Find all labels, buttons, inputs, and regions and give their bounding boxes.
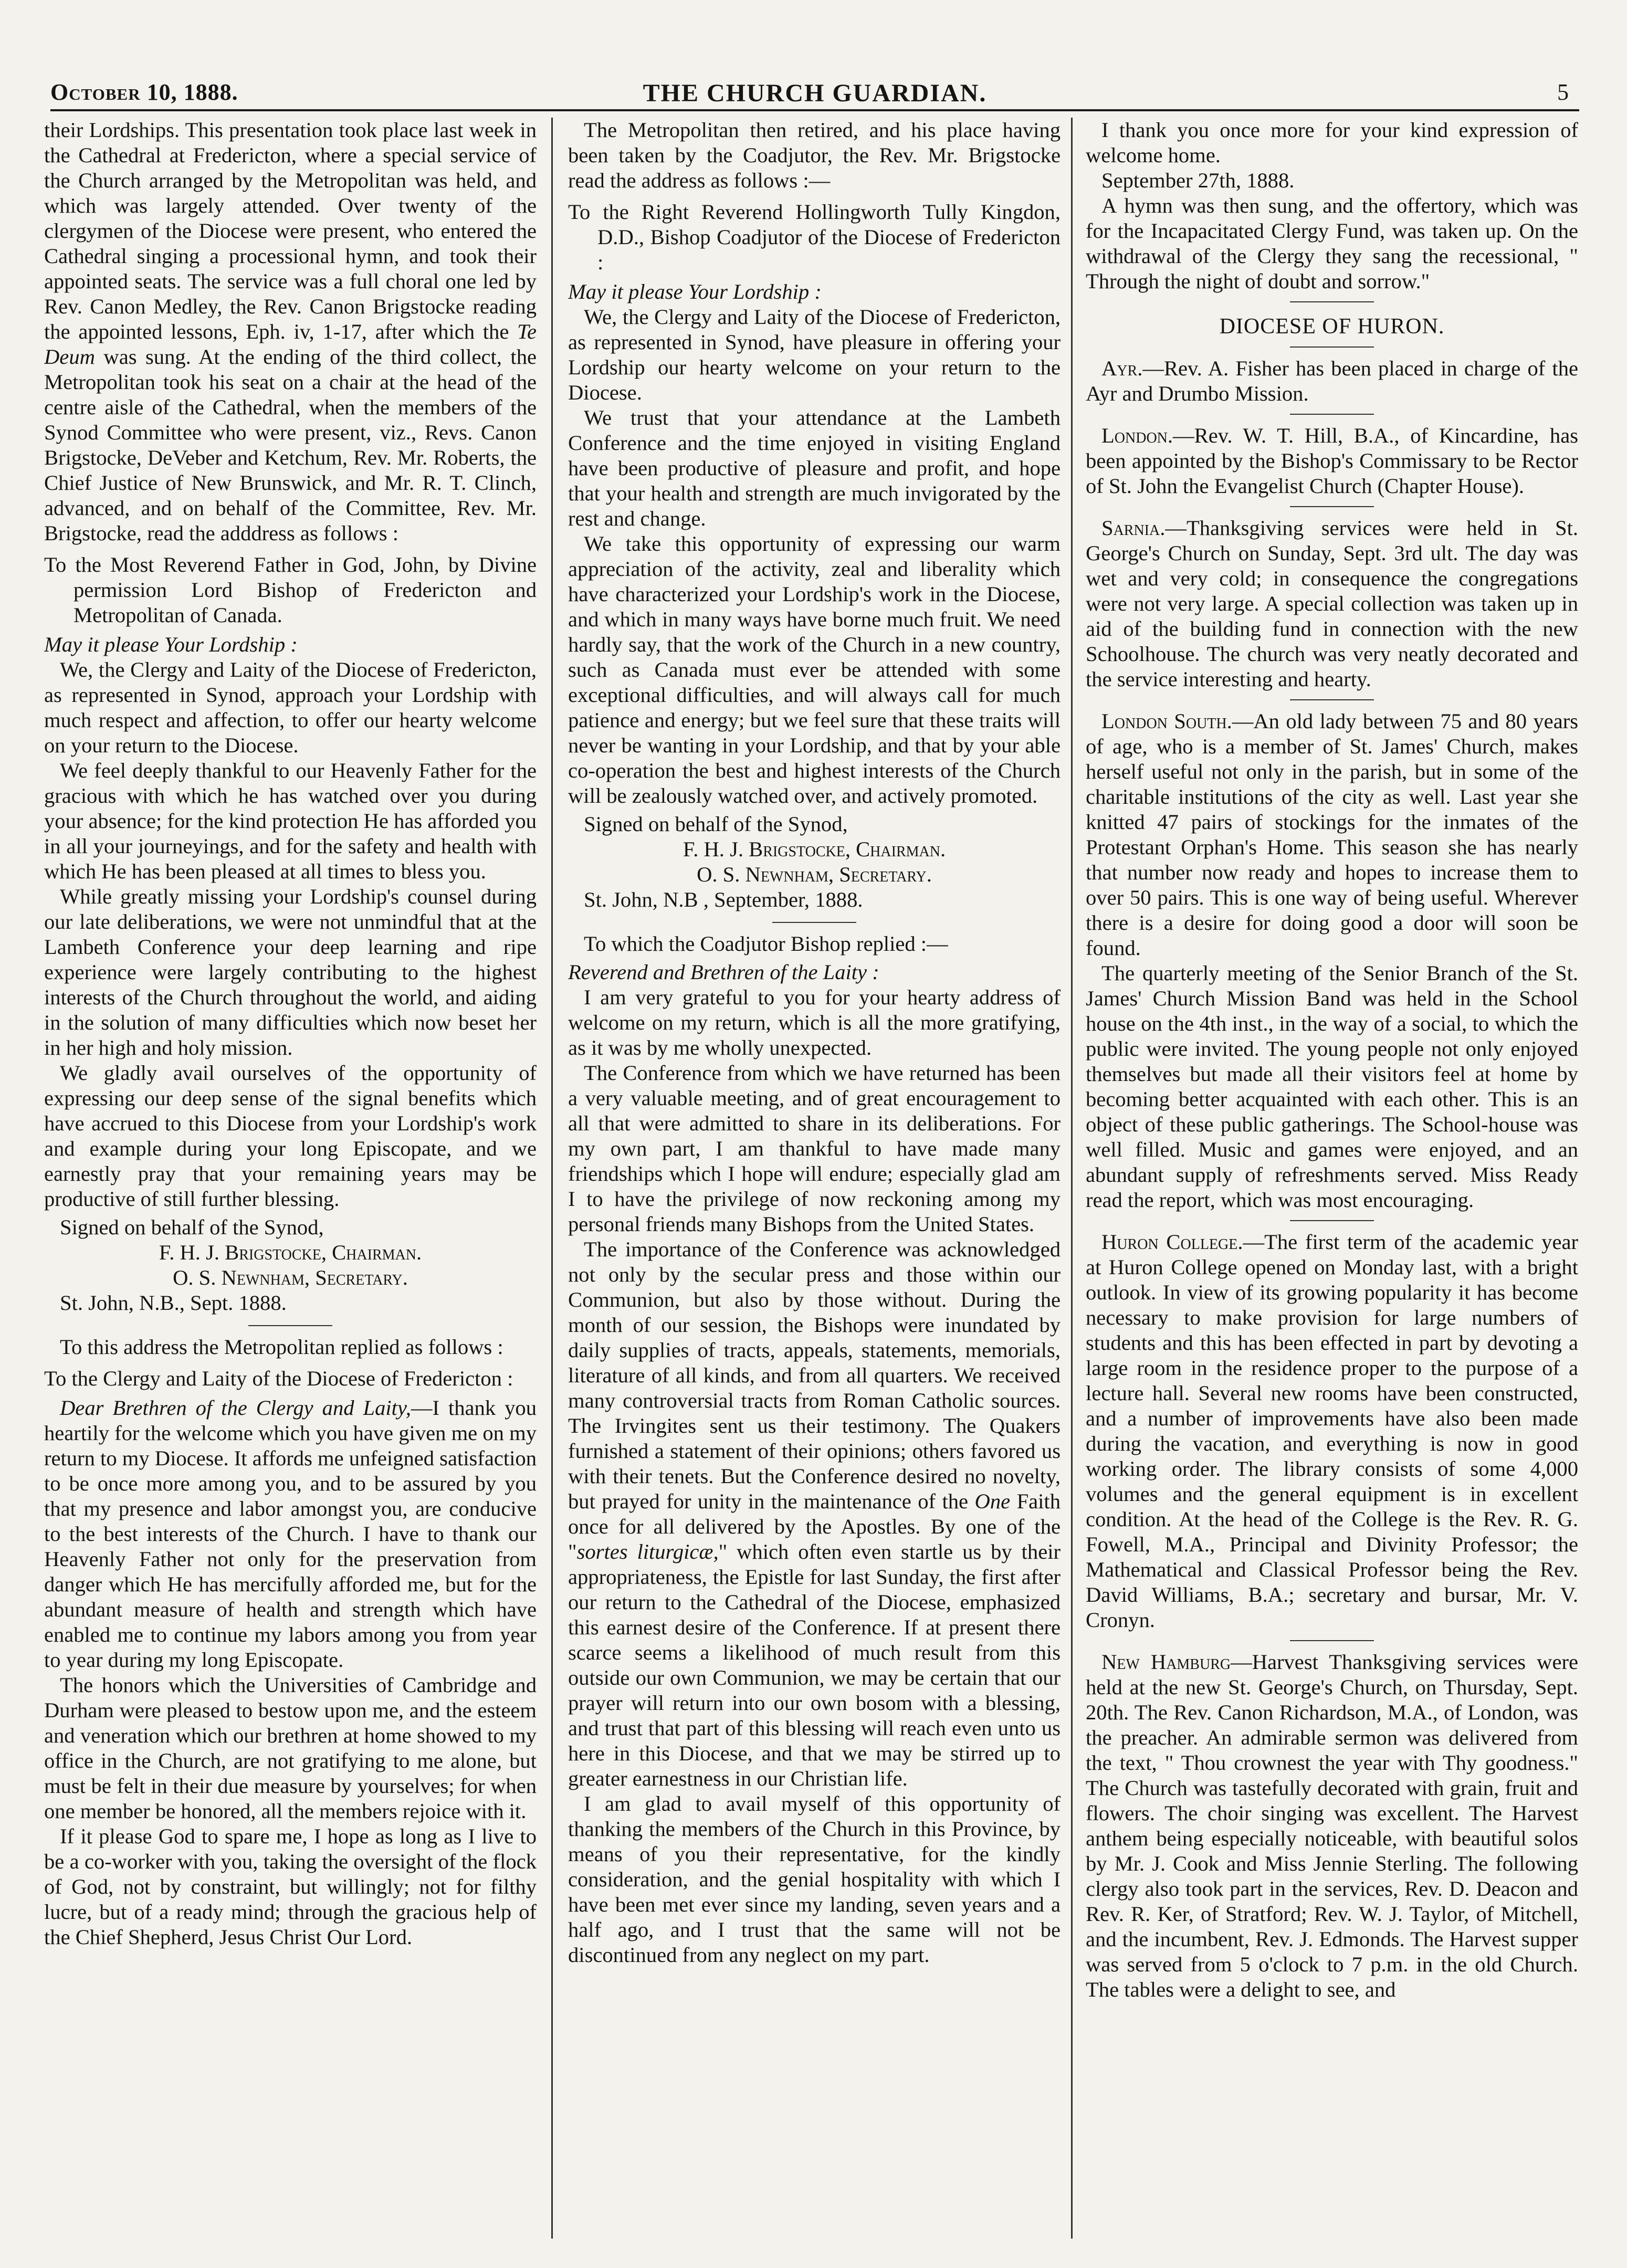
address-recipient: To the Clergy and Laity of the Diocese of Fredericton : — [44, 1367, 513, 1390]
salutation: May it please Your Lordship : — [568, 280, 822, 303]
article-paragraph: We, the Clergy and Laity of the Diocese of Fredericton, as represented in Synod, have pleasure in offering your Lordship our hearty welcome on your return to the Diocese. — [568, 305, 1061, 404]
article-paragraph: The importance of the Conference was acknowledged not only by the secular press and those within our Communion, but also by those without. During the month of our session, the Bishops were inundated by daily supplies of tracts, appeals, statements, memorials, literature of all kinds, and from all quarters. We received many controversial tracts from Roman Catholic sources. The Irvingites sent us their testimony. The Quakers furnished a statement of their opinions; others favored us with their tenets. But the Conference desired no novelty, but prayed for unity in the maintenance of the One Faith once for all delivered by the Apostles. By one of the "sortes liturgicæ," which often even startle us by their appropriateness, the Epistle for last Sunday, the first after our return to the Cathedral of the Diocese, emphasized this earnest desire of the Conference. If at present there scarce seems a likelihood of much result from this outside our own Communion, we may be certain that our prayer will return into our own bosom with a blessing, and trust that part of this blessing will reach even unto us here in this Diocese, and that we may be stirred up to greater earnestness in our Christian life. — [568, 1237, 1061, 1790]
page-header — [50, 79, 1579, 111]
article-paragraph: While greatly missing your Lordship's counsel during our late deliberations, we were not unmindful that at the Lambeth Conference your deep learning and ripe experience were largely contributing to the highest interests of the Church throughout the world, and aiding in the solution of many difficulties which now beset her in her high and holy mission. — [44, 885, 537, 1059]
section-heading: DIOCESE OF HURON. — [1219, 314, 1445, 339]
address-recipient: To the Right Reverend Hollingworth Tully Kingdon, D.D., Bishop Coadjutor of the Diocese of Fredericton : — [568, 200, 1061, 274]
article-paragraph: A hymn was then sung, and the offertory, which was for the Incapacitated Clergy Fund, was taken up. On the withdrawal of the Clergy they sang the recessional, " Through the night of doubt and sorrow." — [1086, 194, 1578, 293]
article-paragraph: Dear Brethren of the Clergy and Laity,—I thank you heartily for the welcome which you have given me on my return to my Diocese. It affords me unfeigned satisfaction to be once more among you, and to be assured by you that my presence and labor amongst you, are conducive to the best interests of the Church. I have to thank our Heavenly Father not only for the preservation from danger which He has mercifully afforded me, but for the abundant measure of health and strength which have enabled me to continue my labors among you from year to year during my long Episcopate. — [44, 1396, 537, 1672]
divider — [1290, 1220, 1374, 1221]
divider — [1290, 506, 1374, 507]
news-item-ayr: Ayr.—Rev. A. Fisher has been placed in charge of the Ayr and Drumbo Mission. — [1086, 356, 1578, 405]
column-rule — [551, 118, 553, 2239]
page-number: 5 — [1557, 79, 1569, 105]
divider — [1290, 699, 1374, 700]
signature-chairman: F. H. J. Brigstocke, Chairman. — [683, 837, 946, 861]
article-paragraph: The quarterly meeting of the Senior Branch of the St. James' Church Mission Band was held in the School house on the 4th inst., in the way of a social, to which the public were invited. The young people not only enjoyed themselves but made all their visitors feel at home by becoming better acquainted with each other. This is an object of these public gatherings. The School-house was well filled. Music and games were enjoyed, and an abundant supply of refreshments served. Miss Ready read the report, which was most encouraging. — [1086, 961, 1578, 1212]
article-paragraph: We, the Clergy and Laity of the Diocese of Fredericton, as represented in Synod, approach your Lordship with much respect and affection, to offer our hearty welcome on your return to the Diocese. — [44, 658, 537, 757]
article-paragraph: We gladly avail ourselves of the opportunity of expressing our deep sense of the signal benefits which have accrued to this Diocese from your Lordship's work and example during your long Episcopate, and we earnestly pray that your remaining years may be productive of still further blessing. — [44, 1061, 537, 1211]
dateline: St. John, N.B , September, 1888. — [584, 888, 863, 911]
news-item-london-south: London South.—An old lady between 75 and 80 years of age, who is a member of St. James' Church, makes herself useful not only in the parish, but in some of the charitable institutions of the city as well. Last year she knitted 47 pairs of stockings for the inmates of the Protestant Orphan's Home. This season she has nearly that number now ready and hopes to increase them to over 50 pairs. This is one way of being useful. Wherever there is a desire for doing good a door will soon be found. — [1086, 709, 1578, 960]
salutation: May it please Your Lordship : — [44, 633, 298, 656]
article-paragraph: We trust that your attendance at the Lambeth Conference and the time enjoyed in visiting England have been productive of pleasure and profit, and hope that your health and strength are much invigorated by the rest and change. — [568, 406, 1061, 530]
article-paragraph: The Metropolitan then retired, and his place having been taken by the Coadjutor, the Rev. Mr. Brigstocke read the address as follows :— — [568, 118, 1061, 192]
divider — [1290, 1640, 1374, 1641]
divider — [772, 922, 856, 923]
article-paragraph: The Conference from which we have returned has been a very valuable meeting, and of great encouragement to all that were admitted to share in its deliberations. For my own part, I am thankful to have made many friendships which I hope will endure; especially glad am I to have the privilege of now reckoning among my personal friends many Bishops from the United States. — [568, 1061, 1061, 1236]
signoff: Signed on behalf of the Synod, — [584, 812, 848, 836]
article-paragraph: We feel deeply thankful to our Heavenly Father for the gracious with which he has watched over you during your absence; for the kind protection He has afforded you in all your journeyings, and for the safety and health with which He has been pleased at all times to bless you. — [44, 759, 537, 883]
article-paragraph: To which the Coadjutor Bishop replied :— — [584, 932, 948, 956]
article-paragraph: The honors which the Universities of Cambridge and Durham were pleased to bestow upon me, and the esteem and veneration which our brethren at home showed to my office in the Church, are not gratifying to me alone, but must be felt in their due measure by yourselves; for when one member be honored, all the members rejoice with it. — [44, 1673, 537, 1823]
article-paragraph: I am very grateful to you for your hearty address of welcome on my return, which is all the more gratifying, as it was by me wholly unexpected. — [568, 985, 1061, 1059]
salutation: Reverend and Brethren of the Laity : — [568, 960, 879, 984]
news-item-new-hamburg: New Hamburg—Harvest Thanksgiving services were held at the new St. George's Church, on Thursday, Sept. 20th. The Rev. Canon Richardson, M.A., of London, was the preacher. An admirable sermon was delivered from the text, " Thou crownest the year with Thy goodness." The Church was tastefully decorated with grain, fruit and flowers. The choir singing was excellent. The Harvest anthem being especially noticeable, with beautiful solos by Mr. J. Cook and Miss Jennie Sterling. The following clergy also took part in the services, Rev. D. Deacon and Rev. R. Ker, of Stratford; Rev. W. J. Taylor, of Mitchell, and the incumbent, Rev. J. Edmonds. The Harvest supper was served from 5 o'clock to 7 p.m. in the old Church. The tables were a delight to see, and — [1086, 1650, 1578, 2001]
article-paragraph: If it please God to spare me, I hope as long as I live to be a co-worker with you, taking the oversight of the flock of God, not by constraint, but willingly; not for filthy lucre, but of a ready mind; through the gracious help of the Chief Shepherd, Jesus Christ Our Lord. — [44, 1824, 537, 1949]
masthead-title: THE CHURCH GUARDIAN. — [643, 79, 987, 107]
article-paragraph: I am glad to avail myself of this opportunity of thanking the members of the Church in this Province, by means of you their representative, for the kindly consideration, and the genial hospitality with which I have been met ever since my landing, seven years and a half ago, and I trust that the same will not be discontinued from any neglect on my part. — [568, 1792, 1061, 1967]
signature-secretary: O. S. Newnham, Secretary. — [697, 863, 932, 886]
divider — [1290, 301, 1374, 302]
divider — [248, 1325, 332, 1326]
column-2 — [568, 118, 1061, 2239]
news-item-huron-college: Huron College.—The first term of the academic year at Huron College opened on Monday last, with a bright outlook. In view of its growing popularity it has become necessary to make provision for large numbers of students and this has been effected in part by devoting a large room in the residence proper to the purpose of a lecture hall. Several new rooms have been constructed, and a number of improvements have also been made during the vacation, and everything is now in good working order. The library consists of some 4,000 volumes and the general equipment is in excellent condition. At the head of the College is the Rev. R. G. Fowell, M.A., Principal and Divinity Professor; the Mathematical and Classical Professor being the Rev. David Williams, B.A.; secretary and bursar, Mr. V. Cronyn. — [1086, 1230, 1578, 1632]
article-paragraph: I thank you once more for your kind expression of welcome home. — [1086, 118, 1578, 167]
signoff: Signed on behalf of the Synod, — [60, 1215, 324, 1239]
news-item-london: London.—Rev. W. T. Hill, B.A., of Kincardine, has been appointed by the Bishop's Commissary to be Rector of St. John the Evangelist Church (Chapter House). — [1086, 424, 1578, 498]
dateline: St. John, N.B., Sept. 1888. — [60, 1291, 287, 1315]
article-paragraph: To this address the Metropolitan replied as follows : — [60, 1335, 503, 1359]
issue-date: October 10, 1888. — [50, 79, 238, 105]
dateline: September 27th, 1888. — [1101, 169, 1295, 192]
signature-chairman: F. H. J. Brigstocke, Chairman. — [159, 1241, 422, 1264]
signature-secretary: O. S. Newnham, Secretary. — [173, 1266, 408, 1289]
column-rule — [1071, 118, 1073, 2239]
divider — [1290, 414, 1374, 415]
divider — [1290, 346, 1374, 348]
column-3 — [1086, 118, 1578, 2239]
column-1 — [44, 118, 537, 2239]
news-item-sarnia: Sarnia.—Thanksgiving services were held in St. George's Church on Sunday, Sept. 3rd ult. The day was wet and very cold; in consequence the congregations were not very large. A special collection was taken up in aid of the building fund in connection with the new Schoolhouse. The church was very neatly decorated and the service interesting and hearty. — [1086, 516, 1578, 691]
address-recipient: To the Most Reverend Father in God, John, by Divine permission Lord Bishop of Fredericton and Metropolitan of Canada. — [44, 553, 537, 627]
article-paragraph: their Lordships. This presentation took place last week in the Cathedral at Fredericton, where a special service of the Church arranged by the Metropolitan was held, and which was largely attended. Over twenty of the clergymen of the Diocese were present, who entered the Cathedral singing a processional hymn, and took their appointed seats. The service was a full choral one led by Rev. Canon Medley, the Rev. Canon Brigstocke reading the appointed lessons, Eph. iv, 1-17, after which the Te Deum was sung. At the ending of the third collect, the Metropolitan took his seat on a chair at the head of the centre aisle of the Cathedral, when the members of the Synod Committee who were present, viz., Revs. Canon Brigstocke, DeVeber and Ketchum, Rev. Mr. Roberts, the Chief Justice of New Brunswick, and Mr. R. T. Clinch, advanced, and on behalf of the Committee, Rev. Mr. Brigstocke, read the adddress as follows : — [44, 118, 537, 545]
article-paragraph: We take this opportunity of expressing our warm appreciation of the activity, zeal and liberality which have characterized your Lordship's work in the Diocese, and which in many ways have borne much fruit. We need hardly say, that the work of the Church in a new country, such as Canada must ever be attended with some exceptional difficulties, and will always call for much patience and energy; but we feel sure that these traits will never be wanting in your Lordship, and that by your able co-operation the best and highest interests of the Church will be zealously watched over, and actively promoted. — [568, 532, 1061, 807]
